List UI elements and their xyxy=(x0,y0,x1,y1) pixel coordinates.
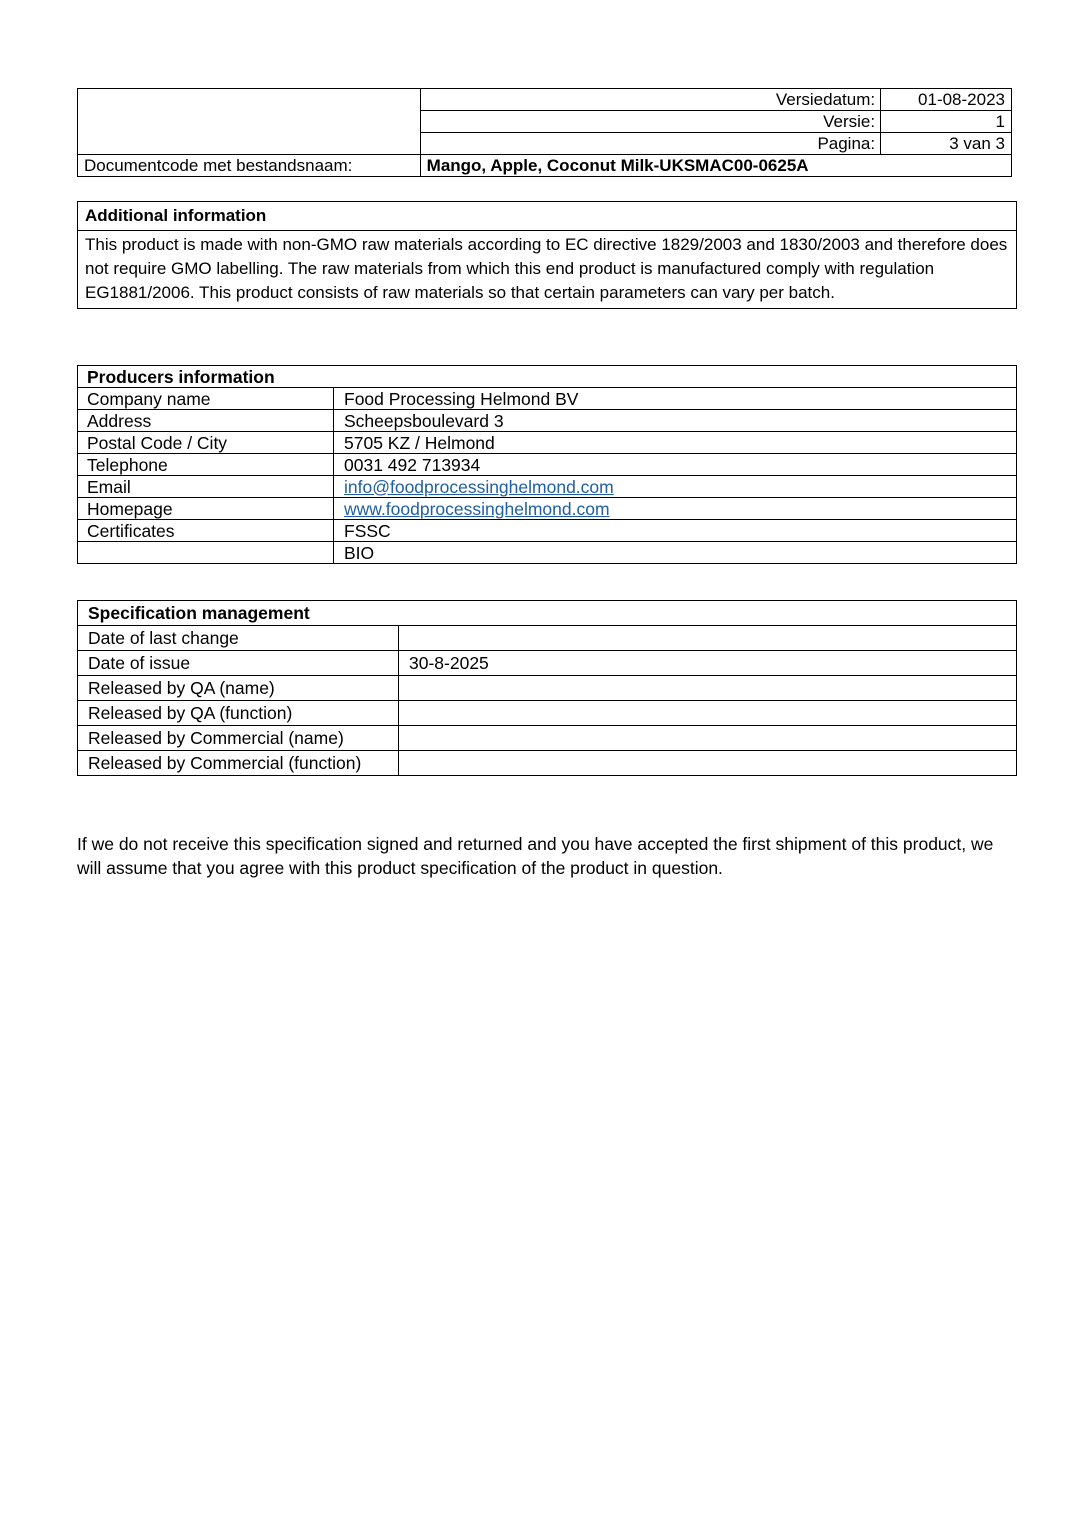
date-of-issue-value: 30-8-2025 xyxy=(399,651,1017,676)
table-row xyxy=(78,388,1017,410)
table-row xyxy=(78,476,1017,498)
certificate-fssc: FSSC xyxy=(334,520,1017,542)
date-of-last-change-label: Date of last change xyxy=(78,626,399,651)
table-row xyxy=(78,626,1017,651)
producers-information-table xyxy=(77,365,1017,564)
date-of-last-change-value xyxy=(399,626,1017,651)
table-row xyxy=(78,520,1017,542)
table-row xyxy=(78,542,1017,564)
released-by-commercial-name-value xyxy=(399,726,1017,751)
table-row xyxy=(78,498,1017,520)
additional-information-text: This product is made with non-GMO raw materials according to EC directive 1829/2003 and 1830/2003 and therefore does not require GMO labelling. The raw materials from which this end product is manufactured comply with regulation EG1881/2006. This product consists of raw materials so that certain parameters can vary per batch. xyxy=(78,231,1017,309)
address-label: Address xyxy=(78,410,334,432)
footer-disclaimer: If we do not receive this specification signed and returned and you have accepted the first shipment of this product, we will assume that you agree with this product specification of the product in question. xyxy=(77,833,994,878)
page-label: Pagina: xyxy=(420,133,880,155)
date-of-issue-label: Date of issue xyxy=(78,651,399,676)
email-label: Email xyxy=(78,476,334,498)
postal-code-city-value: 5705 KZ / Helmond xyxy=(334,432,1017,454)
table-row xyxy=(78,701,1017,726)
version-value: 1 xyxy=(881,111,1012,133)
released-by-qa-function-label: Released by QA (function) xyxy=(78,701,399,726)
table-row xyxy=(78,676,1017,701)
released-by-qa-name-label: Released by QA (name) xyxy=(78,676,399,701)
homepage-link[interactable]: www.foodprocessinghelmond.com xyxy=(344,498,610,519)
additional-information-table xyxy=(77,201,1017,309)
table-row xyxy=(78,726,1017,751)
released-by-qa-name-value xyxy=(399,676,1017,701)
homepage-label: Homepage xyxy=(78,498,334,520)
released-by-commercial-function-label: Released by Commercial (function) xyxy=(78,751,399,776)
table-row xyxy=(78,651,1017,676)
page-value: 3 van 3 xyxy=(881,133,1012,155)
company-name-label: Company name xyxy=(78,388,334,410)
released-by-commercial-function-value xyxy=(399,751,1017,776)
version-label: Versie: xyxy=(420,111,880,133)
doc-code-label: Documentcode met bestandsnaam: xyxy=(78,155,421,177)
version-date-value: 01-08-2023 xyxy=(881,89,1012,111)
table-row xyxy=(78,751,1017,776)
released-by-commercial-name-label: Released by Commercial (name) xyxy=(78,726,399,751)
specification-management-table xyxy=(77,600,1017,776)
certificate-bio: BIO xyxy=(334,542,1017,564)
version-date-label: Versiedatum: xyxy=(420,89,880,111)
telephone-label: Telephone xyxy=(78,454,334,476)
document-header-table xyxy=(77,88,1012,177)
additional-information-title: Additional information xyxy=(78,202,1017,231)
specification-management-title: Specification management xyxy=(78,601,1017,626)
postal-code-city-label: Postal Code / City xyxy=(78,432,334,454)
table-row xyxy=(78,454,1017,476)
file-name: Mango, Apple, Coconut Milk-UKSMAC00-0625A xyxy=(420,155,1011,177)
table-row xyxy=(78,410,1017,432)
address-value: Scheepsboulevard 3 xyxy=(334,410,1017,432)
producers-information-title: Producers information xyxy=(78,366,1017,388)
company-name-value: Food Processing Helmond BV xyxy=(334,388,1017,410)
email-link[interactable]: info@foodprocessinghelmond.com xyxy=(344,476,614,497)
released-by-qa-function-value xyxy=(399,701,1017,726)
certificates-label: Certificates xyxy=(78,520,334,542)
table-row xyxy=(78,432,1017,454)
certificates-blank-label xyxy=(78,542,334,564)
telephone-value: 0031 492 713934 xyxy=(334,454,1017,476)
header-blank-cell xyxy=(78,89,421,155)
